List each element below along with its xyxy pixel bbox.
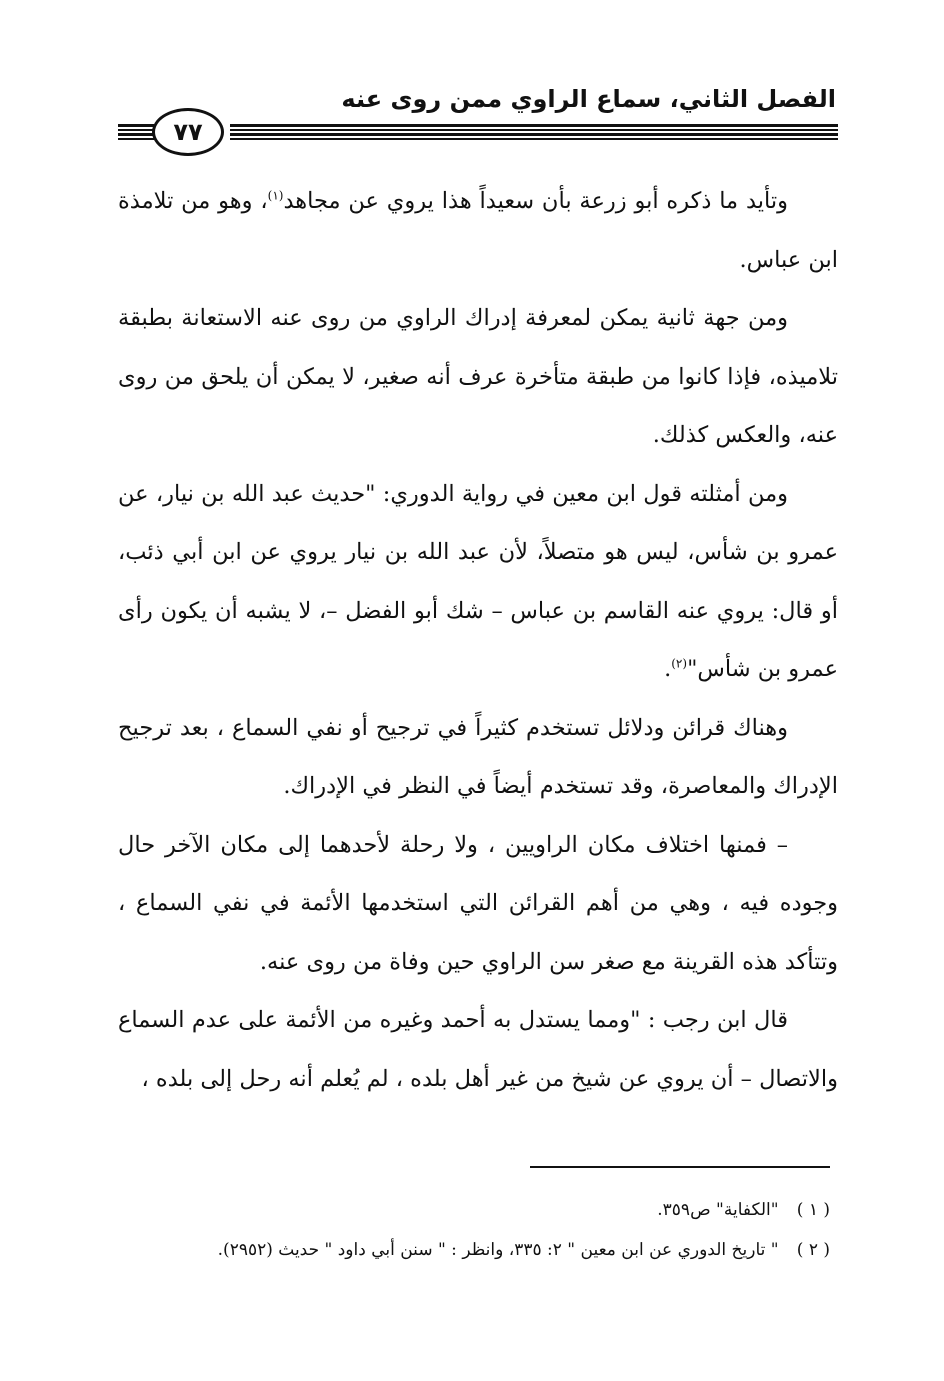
footnote-separator bbox=[530, 1166, 830, 1168]
chapter-title: الفصل الثاني، سماع الراوي ممن روى عنه bbox=[341, 85, 836, 113]
header-rule-stub bbox=[118, 124, 154, 142]
footnote-ref-1: (١) bbox=[267, 188, 284, 203]
paragraph-1 bbox=[118, 172, 838, 289]
footnote-1 bbox=[110, 1190, 830, 1230]
paragraph-5: – فمنها اختلاف مكان الراويين ، ولا رحلة لأحدهما إلى مكان الآخر حال وجوده فيه ، وهي من أهم القرائن التي استخدمها الأئمة في نفي السماع ، وتتأكد هذه القرينة مع صغر سن الراوي حين وفاة من روى عنه. bbox=[118, 831, 838, 975]
footnote-2 bbox=[110, 1230, 830, 1270]
page-number-badge bbox=[152, 108, 224, 156]
paragraph-6: قال ابن رجب : "ومما يستدل به أحمد وغيره من الأئمة على عدم السماع والاتصال – أن يروي عن شيخ من غير أهل بلده ، لم يُعلم أنه رحل إلى بلده ، bbox=[118, 1007, 838, 1092]
paragraph-3 bbox=[118, 465, 838, 699]
paragraph-4: وهناك قرائن ودلائل تستخدم كثيراً في ترجيح أو نفي السماع ، بعد ترجيح الإدراك والمعاصرة، وقد تستخدم أيضاً في النظر في الإدراك. bbox=[118, 714, 838, 799]
header-rule bbox=[230, 124, 838, 142]
footnote-number: ( ١ ) bbox=[796, 1200, 830, 1220]
page-number: ٧٧ bbox=[173, 118, 203, 146]
paragraph-text: ومن أمثلته قول ابن معين في رواية الدوري: "حديث عبد الله بن نيار، عن عمرو بن شأس، ليس هو متصلاً، لأن عبد الله بن نيار يروي عن ابن أبي ذئب، أو قال: يروي عنه القاسم بن عباس – شك أبو الفضل –، لا يشبه أن يكون رأى عمرو بن شأس" bbox=[118, 480, 838, 682]
footnote-ref-2: (٢) bbox=[671, 656, 688, 671]
paragraph-2: ومن جهة ثانية يمكن لمعرفة إدراك الراوي من روى عنه الاستعانة بطبقة تلاميذه، فإذا كانوا من طبقة متأخرة عرف أنه صغير، لا يمكن أن يلحق من روى عنه، والعكس كذلك. bbox=[118, 305, 838, 448]
paragraph-text: وتأيد ما ذكره أبو زرعة بأن سعيداً هذا يروي عن مجاهد bbox=[283, 188, 788, 214]
footnote-number: ( ٢ ) bbox=[796, 1240, 830, 1260]
footnotes bbox=[110, 1190, 830, 1270]
paragraph-text: ، وهو من تلامذة ابن عباس. bbox=[118, 188, 838, 273]
footnote-text: " تاريخ الدوري عن ابن معين " ٢: ٣٣٥، وانظر : " سنن أبي داود " حديث (٢٩٥٢). bbox=[217, 1240, 779, 1260]
body-text bbox=[118, 172, 838, 1108]
paragraph-text: . bbox=[664, 656, 672, 682]
footnote-text: "الكفاية" ص٣٥٩. bbox=[657, 1200, 779, 1220]
